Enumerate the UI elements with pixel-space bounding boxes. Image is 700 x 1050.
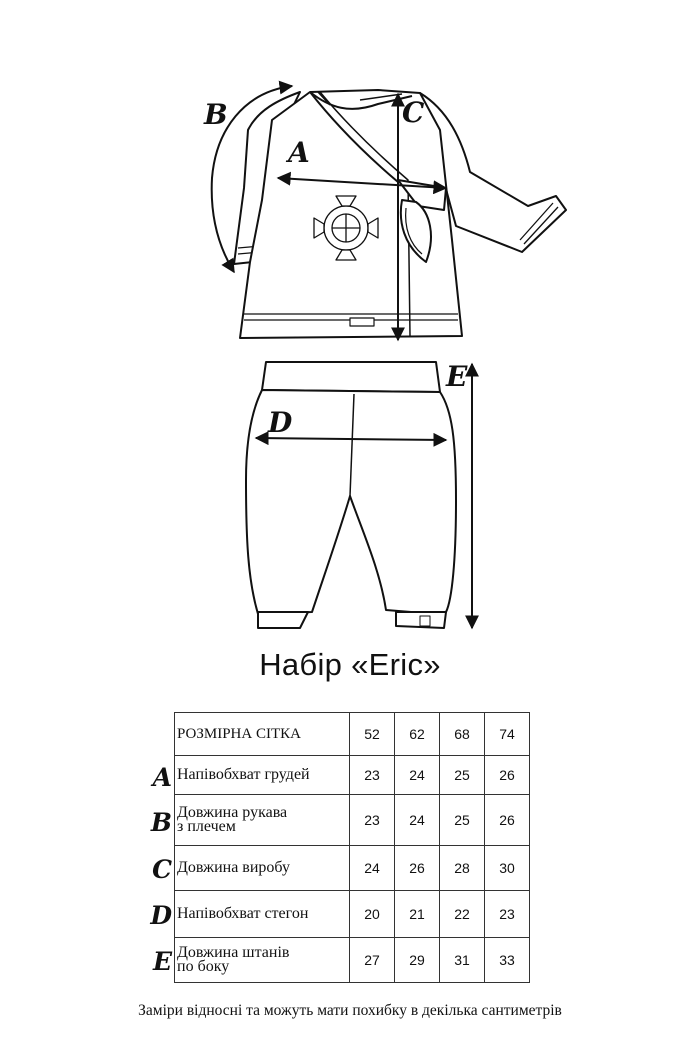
row-letter-c: C [152, 855, 172, 884]
table-cell: 24 [395, 756, 440, 795]
table-cell: 28 [440, 846, 485, 891]
table-row [175, 938, 530, 983]
table-cell: 30 [485, 846, 530, 891]
row-label: Довжина виробу [175, 846, 350, 891]
size-header: 52 [350, 713, 395, 756]
table-cell: 27 [350, 938, 395, 983]
size-header: 68 [440, 713, 485, 756]
row-label [175, 795, 350, 846]
pants-waistband [262, 362, 440, 392]
letter-b: B [204, 98, 228, 131]
table-row [175, 795, 530, 846]
table-cell: 25 [440, 795, 485, 846]
table-cell: 33 [485, 938, 530, 983]
table-cell: 23 [485, 891, 530, 938]
letter-d: D [268, 406, 293, 439]
row-label-line: Довжина штанів [177, 944, 290, 961]
size-chart-table [174, 712, 530, 983]
row-label: Напівобхват стегон [175, 891, 350, 938]
row-label: Напівобхват грудей [175, 756, 350, 795]
row-letter-a: A [152, 763, 172, 792]
table-cell: 26 [485, 795, 530, 846]
letter-e: E [446, 360, 468, 393]
table-cell: 29 [395, 938, 440, 983]
row-label-line: по боку [177, 958, 230, 975]
size-header: 62 [395, 713, 440, 756]
table-cell: 26 [485, 756, 530, 795]
row-letter-b: B [150, 808, 172, 837]
pants-left-cuff [258, 612, 308, 628]
table-cell: 20 [350, 891, 395, 938]
shirt-drawing [234, 90, 566, 338]
table-header-row [175, 713, 530, 756]
row-letter-d: D [150, 901, 172, 930]
letter-a: A [288, 136, 310, 169]
table-row [175, 891, 530, 938]
table-cell: 22 [440, 891, 485, 938]
row-label [175, 938, 350, 983]
pants-drawing [246, 362, 456, 628]
table-cell: 23 [350, 756, 395, 795]
table-header-label: РОЗМІРНА СІТКА [175, 713, 350, 756]
table-cell: 24 [395, 795, 440, 846]
row-letter-e: E [152, 947, 172, 976]
set-title: Набір «Eric» [259, 647, 441, 682]
table-cell: 31 [440, 938, 485, 983]
footnote: Заміри відносні та можуть мати похибку в декілька сантиметрів [138, 1002, 562, 1019]
table-cell: 21 [395, 891, 440, 938]
table-row [175, 756, 530, 795]
table-cell: 24 [350, 846, 395, 891]
letter-c: C [402, 96, 425, 129]
size-header: 74 [485, 713, 530, 756]
row-label-line: з плечем [177, 818, 236, 835]
row-label-line: Довжина рукава [177, 804, 288, 821]
table-cell: 26 [395, 846, 440, 891]
table-cell: 23 [350, 795, 395, 846]
table-cell: 25 [440, 756, 485, 795]
table-row [175, 846, 530, 891]
